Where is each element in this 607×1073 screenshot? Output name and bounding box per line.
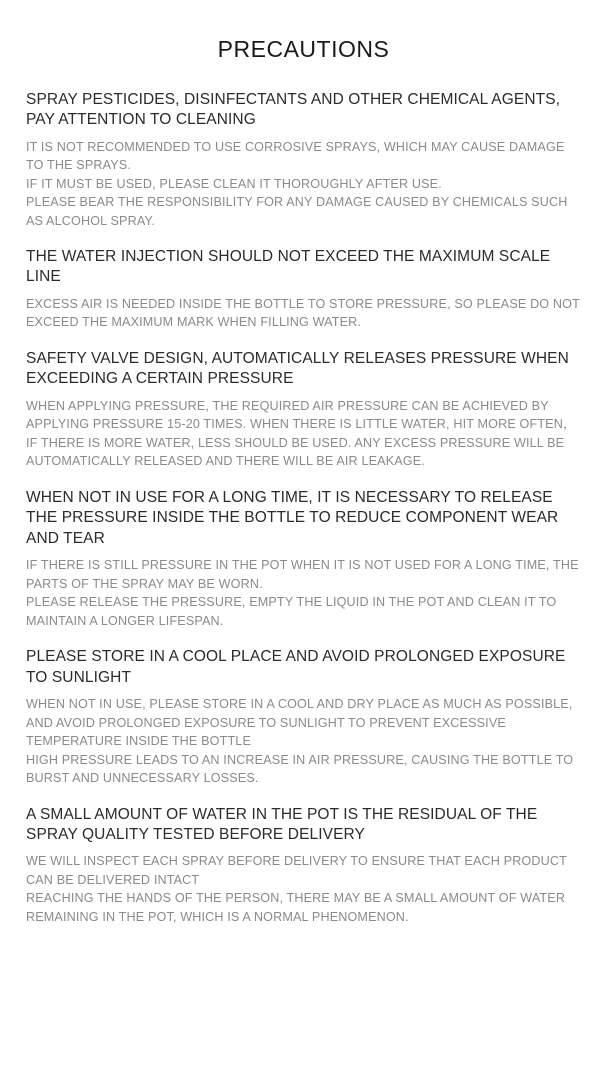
section-body-line: IF IT MUST BE USED, PLEASE CLEAN IT THOROUGHLY AFTER USE. <box>26 176 442 191</box>
section-body-line: PLEASE BEAR THE RESPONSIBILITY FOR ANY DAMAGE CAUSED BY CHEMICALS SUCH AS ALCOHOL SPRAY. <box>26 195 568 228</box>
section-body-line: HIGH PRESSURE LEADS TO AN INCREASE IN AIR PRESSURE, CAUSING THE BOTTLE TO BURST AND UNNECESSARY LOSSES. <box>26 752 574 786</box>
precaution-section-4 <box>26 488 581 630</box>
section-heading: A SMALL AMOUNT OF WATER IN THE POT IS THE RESIDUAL OF THE SPRAY QUALITY TESTED BEFORE DELIVERY <box>26 805 538 844</box>
section-heading: SAFETY VALVE DESIGN, AUTOMATICALLY RELEASES PRESSURE WHEN EXCEEDING A CERTAIN PRESSURE <box>26 349 569 388</box>
section-body-line: EXCESS AIR IS NEEDED INSIDE THE BOTTLE TO STORE PRESSURE, SO PLEASE DO NOT EXCEED THE MAXIMUM MARK WHEN FILLING WATER. <box>26 296 580 330</box>
section-heading: SPRAY PESTICIDES, DISINFECTANTS AND OTHER CHEMICAL AGENTS, PAY ATTENTION TO CLEANING <box>26 90 561 129</box>
section-body-line: WHEN APPLYING PRESSURE, THE REQUIRED AIR PRESSURE CAN BE ACHIEVED BY APPLYING PRESSURE 15-20 TIMES. WHEN THERE IS LITTLE WATER, HIT MORE OFTEN，IF THERE IS MORE WATER, LESS SHOULD BE USED. ANY EXCESS PRESSURE WILL BE AUTOMATICALLY RELEASED AND THERE WILL BE AIR LEAKAGE. <box>26 398 576 469</box>
precaution-section-2 <box>26 247 581 332</box>
section-body-line: IT IS NOT RECOMMENDED TO USE CORROSIVE SPRAYS, WHICH MAY CAUSE DAMAGE TO THE SPRAYS. <box>26 139 565 172</box>
section-body <box>26 138 581 231</box>
section-body-line: IF THERE IS STILL PRESSURE IN THE POT WHEN IT IS NOT USED FOR A LONG TIME, THE PARTS OF THE SPRAY MAY BE WORN. <box>26 558 579 591</box>
precaution-section-6 <box>26 805 581 927</box>
section-body-line: REACHING THE HANDS OF THE PERSON, THERE MAY BE A SMALL AMOUNT OF WATER REMAINING IN THE POT, WHICH IS A NORMAL PHENOMENON. <box>26 891 566 924</box>
section-heading: WHEN NOT IN USE FOR A LONG TIME, IT IS NECESSARY TO RELEASE THE PRESSURE INSIDE THE BOTTLE TO REDUCE COMPONENT WEAR AND TEAR <box>26 488 559 547</box>
section-heading: PLEASE STORE IN A COOL PLACE AND AVOID PROLONGED EXPOSURE TO SUNLIGHT <box>26 648 566 686</box>
section-body-line: PLEASE RELEASE THE PRESSURE, EMPTY THE LIQUID IN THE POT AND CLEAN IT TO MAINTAIN A LONGER LIFESPAN. <box>26 595 557 628</box>
section-body <box>26 295 581 332</box>
section-body <box>26 852 581 926</box>
section-body-line: WE WILL INSPECT EACH SPRAY BEFORE DELIVERY TO ENSURE THAT EACH PRODUCT CAN BE DELIVERED INTACT <box>26 854 567 887</box>
section-body <box>26 695 581 788</box>
section-body <box>26 556 581 630</box>
section-body <box>26 397 581 471</box>
section-body-line: WHEN NOT IN USE, PLEASE STORE IN A COOL AND DRY PLACE AS MUCH AS POSSIBLE, AND AVOID PROLONGED EXPOSURE TO SUNLIGHT TO PREVENT EXCESSIVE TEMPERATURE INSIDE THE BOTTLE <box>26 697 573 749</box>
precaution-section-1 <box>26 90 581 230</box>
precaution-section-5 <box>26 647 581 787</box>
page-title: PRECAUTIONS <box>217 36 390 62</box>
precaution-section-3 <box>26 349 581 471</box>
section-heading: THE WATER INJECTION SHOULD NOT EXCEED THE MAXIMUM SCALE LINE <box>26 248 551 286</box>
